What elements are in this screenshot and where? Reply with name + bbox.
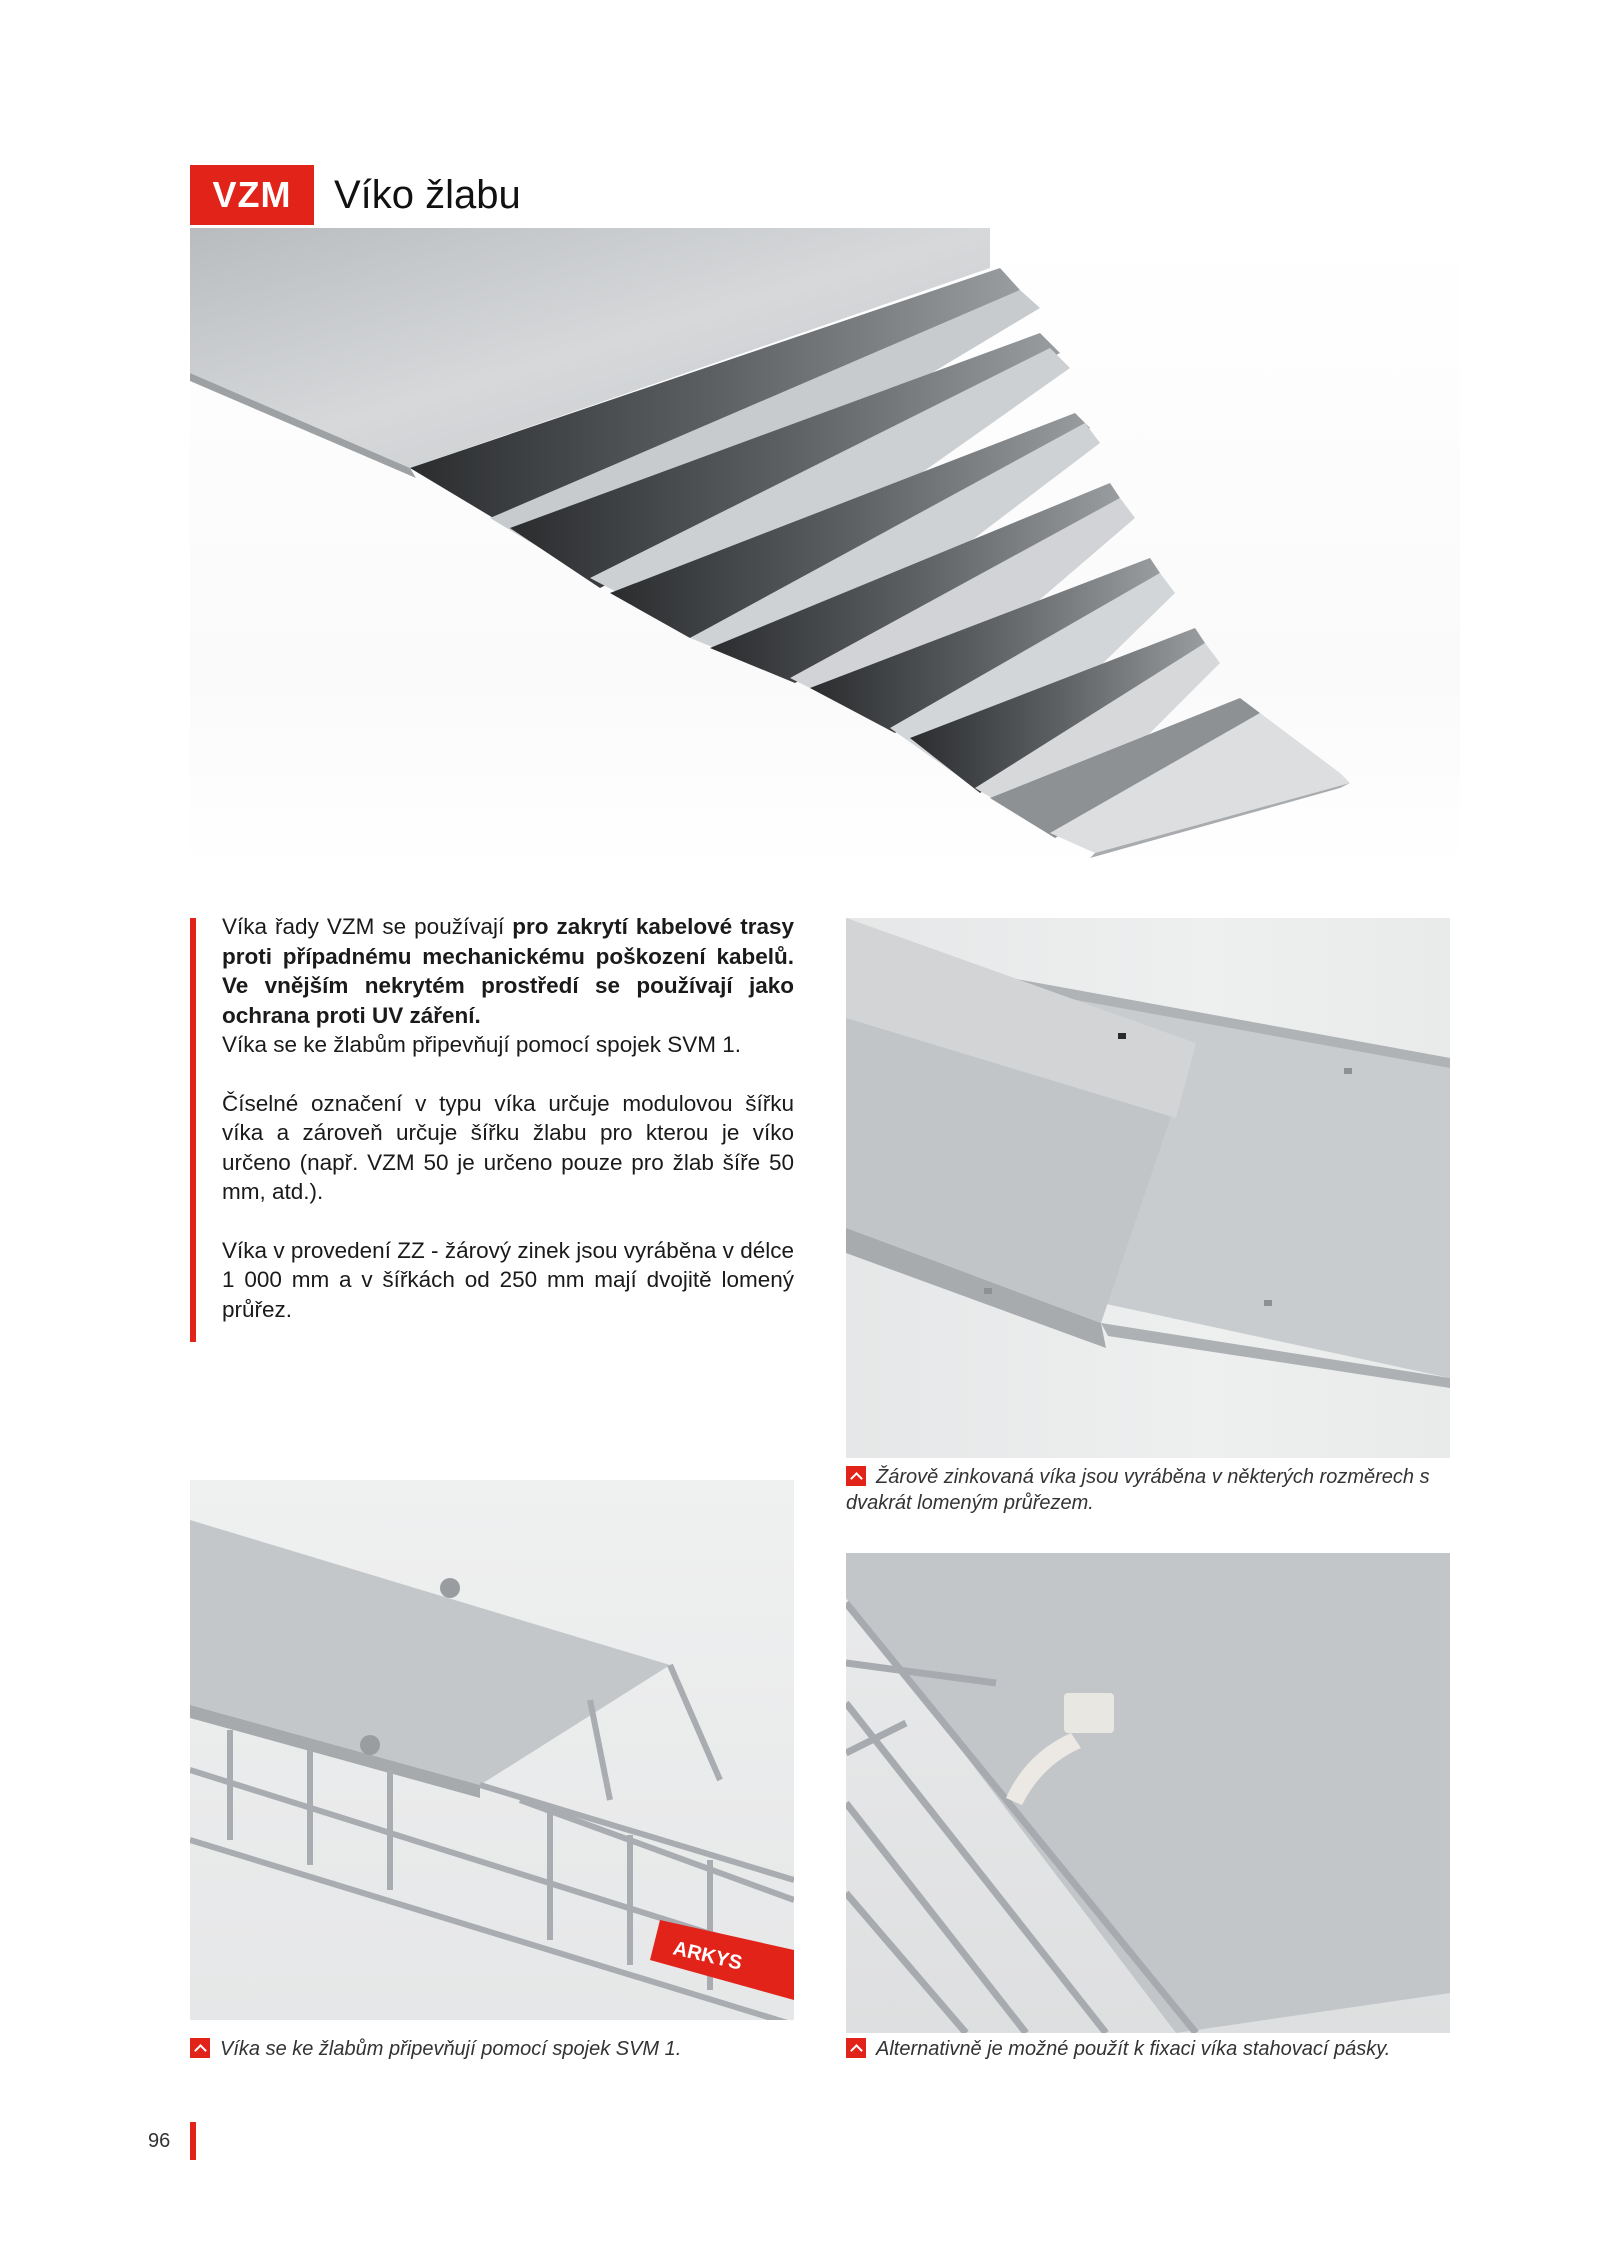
caption-zz-text: Žárově zinkovaná víka jsou vyráběna v některých rozměrech s dvakrát lomeným průřezem.	[846, 1466, 1430, 1514]
caption-cable-ties	[846, 2036, 1466, 2062]
description-paragraph-2: Číselné označení v typu víka určuje modulovou šířku víka a zároveň určuje šířku žlabu pro kterou je víko určeno (např. VZM 50 je určeno pouze pro žlab šíře 50 mm, atd.).	[222, 1090, 794, 1204]
product-code-badge: VZM	[190, 165, 314, 225]
stacked-covers-illustration	[190, 228, 1460, 868]
description-text	[222, 912, 794, 1353]
footer-accent-bar	[190, 2122, 196, 2160]
description-paragraph-1	[222, 912, 794, 1060]
page-number: 96	[148, 2130, 171, 2152]
description-p1-svm: Víka se ke žlabům připevňují pomocí spojek SVM 1.	[222, 1032, 741, 1057]
hero-product-image	[190, 228, 1460, 868]
photo-cover-with-cable-ties	[846, 1553, 1450, 2033]
photo-cover-with-svm-connectors	[190, 1480, 794, 2020]
caption-tie-text: Alternativně je možné použít k fixaci víka stahovací pásky.	[876, 2038, 1391, 2060]
caption-svm-text: Víka se ke žlabům připevňují pomocí spojek SVM 1.	[220, 2038, 682, 2060]
arkys-label: ARKYS	[670, 1937, 745, 1975]
caption-hot-dip-galvanized	[846, 1464, 1450, 1516]
description-paragraph-3: Víka v provedení ZZ - žárový zinek jsou vyráběna v délce 1 000 mm a v šířkách od 250 mm mají dvojitě lomený průřez.	[222, 1237, 794, 1322]
photo-hot-dip-galvanized-covers	[846, 918, 1450, 1458]
caret-up-icon	[846, 2038, 866, 2058]
caret-up-icon	[846, 1466, 866, 1486]
description-accent-bar	[190, 918, 196, 1342]
description-p1-bold: pro zakrytí kabelové trasy proti případnému mechanickému poškození kabelů. Ve vnějším nekrytém prostředí se používají jako ochrana proti UV záření.	[222, 914, 794, 1028]
caret-up-icon	[190, 2038, 210, 2058]
page-title: Víko žlabu	[334, 173, 521, 217]
caption-svm	[190, 2036, 794, 2062]
description-p1-intro: Víka řady VZM se používají	[222, 914, 513, 939]
